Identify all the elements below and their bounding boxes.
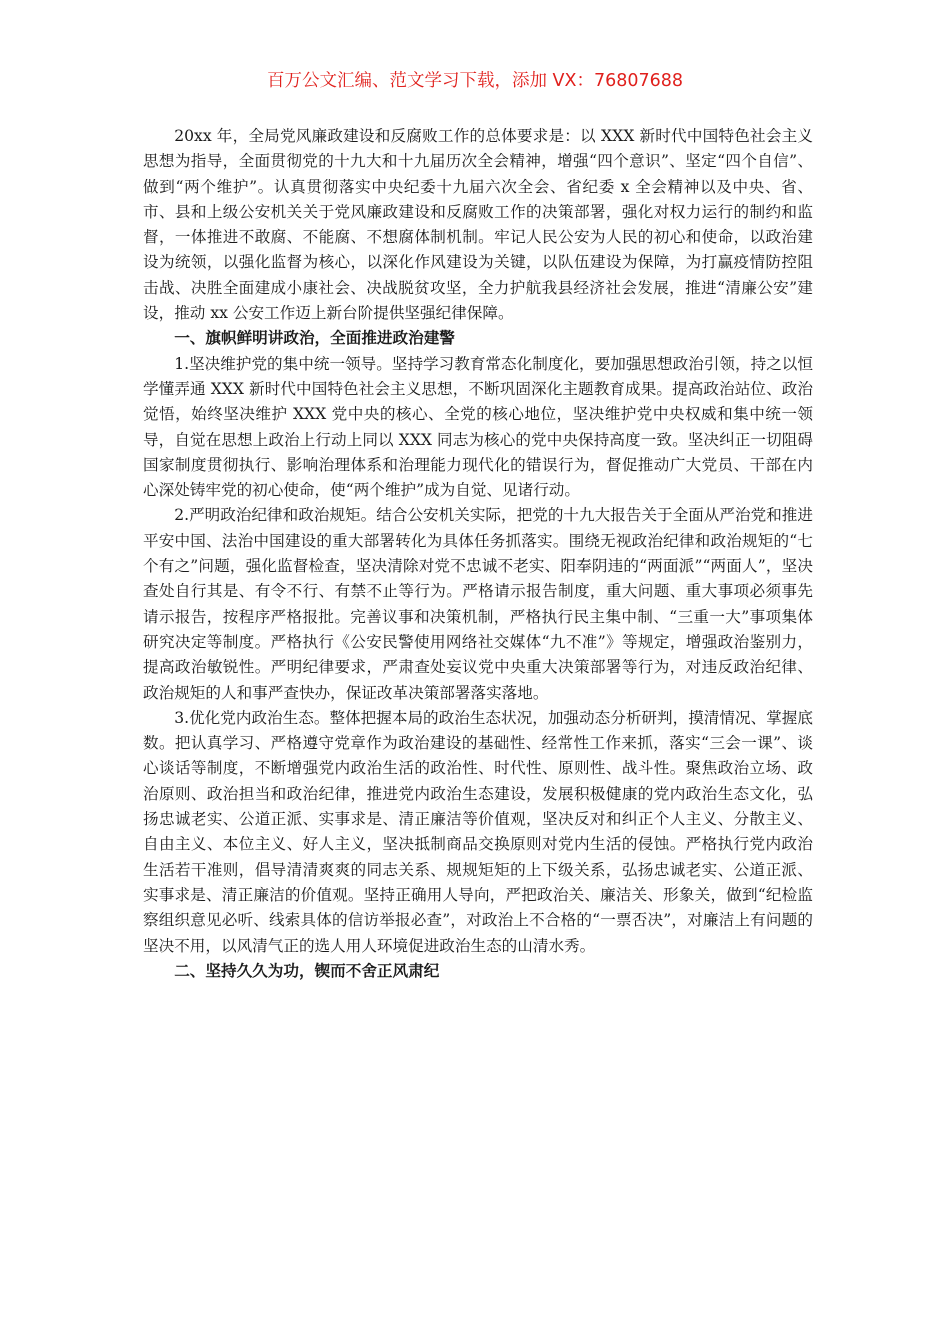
section-1-item-2: 2.严明政治纪律和政治规矩。结合公安机关实际，把党的十九大报告关于全面从严治党和推进平安中国、法治中国建设的重大部署转化为具体任务抓落实。围绕无视政治纪律和政治规矩的“七个有之”问题，强化监督检查，坚决清除对党不忠诚不老实、阳奉阴违的“两面派”“两面人”，坚决查处自行其是、有令不行、有禁不止等行为。严格请示报告制度，重大问题、重大事项必须事先请示报告，按程序严格报批。完善议事和决策机制，严格执行民主集中制、“三重一大”事项集体研究决定等制度。严格执行《公安民警使用网络社交媒体“九不准”》等规定，增强政治鉴别力，提高政治敏锐性。严明纪律要求，严肃查处妄议党中央重大决策部署等行为，对违反政治纪律、政治规矩的人和事严查快办，保证改革决策部署落实落地。 xyxy=(143,506,813,702)
section-2-heading: 二、坚持久久为功，锲而不舍正风肃纪 xyxy=(174,961,440,980)
section-1-item-1: 1.坚决维护党的集中统一领导。坚持学习教育常态化制度化，要加强思想政治引领，持之以恒学懂弄通 XXX 新时代中国特色社会主义思想，不断巩固深化主题教育成果。提高政治站位、政治觉悟，始终坚决维护 XXX 党中央的核心、全党的核心地位，坚决维护党中央权威和集中统一领导，自觉在思想上政治上行动上同以 XXX 同志为核心的党中央保持高度一致。坚决纠正一切阻碍国家制度贯彻执行、影响治理体系和治理能力现代化的错误行为，督促推动广大党员、干部在内心深处铸牢党的初心使命，使“两个维护”成为自觉、见诸行动。 xyxy=(143,354,813,500)
section-1-item-3: 3.优化党内政治生态。整体把握本局的政治生态状况，加强动态分析研判，摸清情况、掌握底数。把认真学习、严格遵守党章作为政治建设的基础性、经常性工作来抓，落实“三会一课”、谈心谈话等制度，不断增强党内政治生活的政治性、时代性、原则性、战斗性。聚焦政治立场、政治原则、政治担当和政治纪律，推进党内政治生态建设，发展积极健康的党内政治生态文化，弘扬忠诚老实、公道正派、实事求是、清正廉洁等价值观，坚决反对和纠正个人主义、分散主义、自由主义、本位主义、好人主义，坚决抵制商品交换原则对党内生活的侵蚀。严格执行党内政治生活若干准则，倡导清清爽爽的同志关系、规规矩矩的上下级关系，弘扬忠诚老实、公道正派、实事求是、清正廉洁的价值观。坚持正确用人导向，严把政治关、廉洁关、形象关，做到“纪检监察组织意见必听、线索具体的信访举报必查”，对政治上不合格的“一票否决”，对廉洁上有问题的坚决不用，以风清气正的选人用人环境促进政治生态的山清水秀。 xyxy=(143,708,813,955)
promo-banner: 百万公文汇编、范文学习下载，添加 VX：76807688 xyxy=(266,71,684,91)
intro-paragraph: 20xx 年，全局党风廉政建设和反腐败工作的总体要求是：以 XXX 新时代中国特色社会主义思想为指导，全面贯彻党的十九大和十九届历次全会精神，增强“四个意识”、坚定“四个自信”、做到“两个维护”。认真贯彻落实中央纪委十九届六次全会、省纪委 x 全会精神以及中央、省、市、县和上级公安机关关于党风廉政建设和反腐败工作的决策部署，强化对权力运行的制约和监督，一体推进不敢腐、不能腐、不想腐体制机制。牢记人民公安为人民的初心和使命，以政治建设为统领，以强化监督为核心，以深化作风建设为关键，以队伍建设为保障，为打赢疫情防控阻击战、决胜全面建成小康社会、决战脱贫攻坚，全力护航我县经济社会发展，推进“清廉公安”建设，推动 xx 公安工作迈上新台阶提供坚强纪律保障。 xyxy=(143,127,813,323)
section-1-heading: 一、旗帜鲜明讲政治，全面推进政治建警 xyxy=(174,329,455,348)
document-body xyxy=(143,124,813,984)
